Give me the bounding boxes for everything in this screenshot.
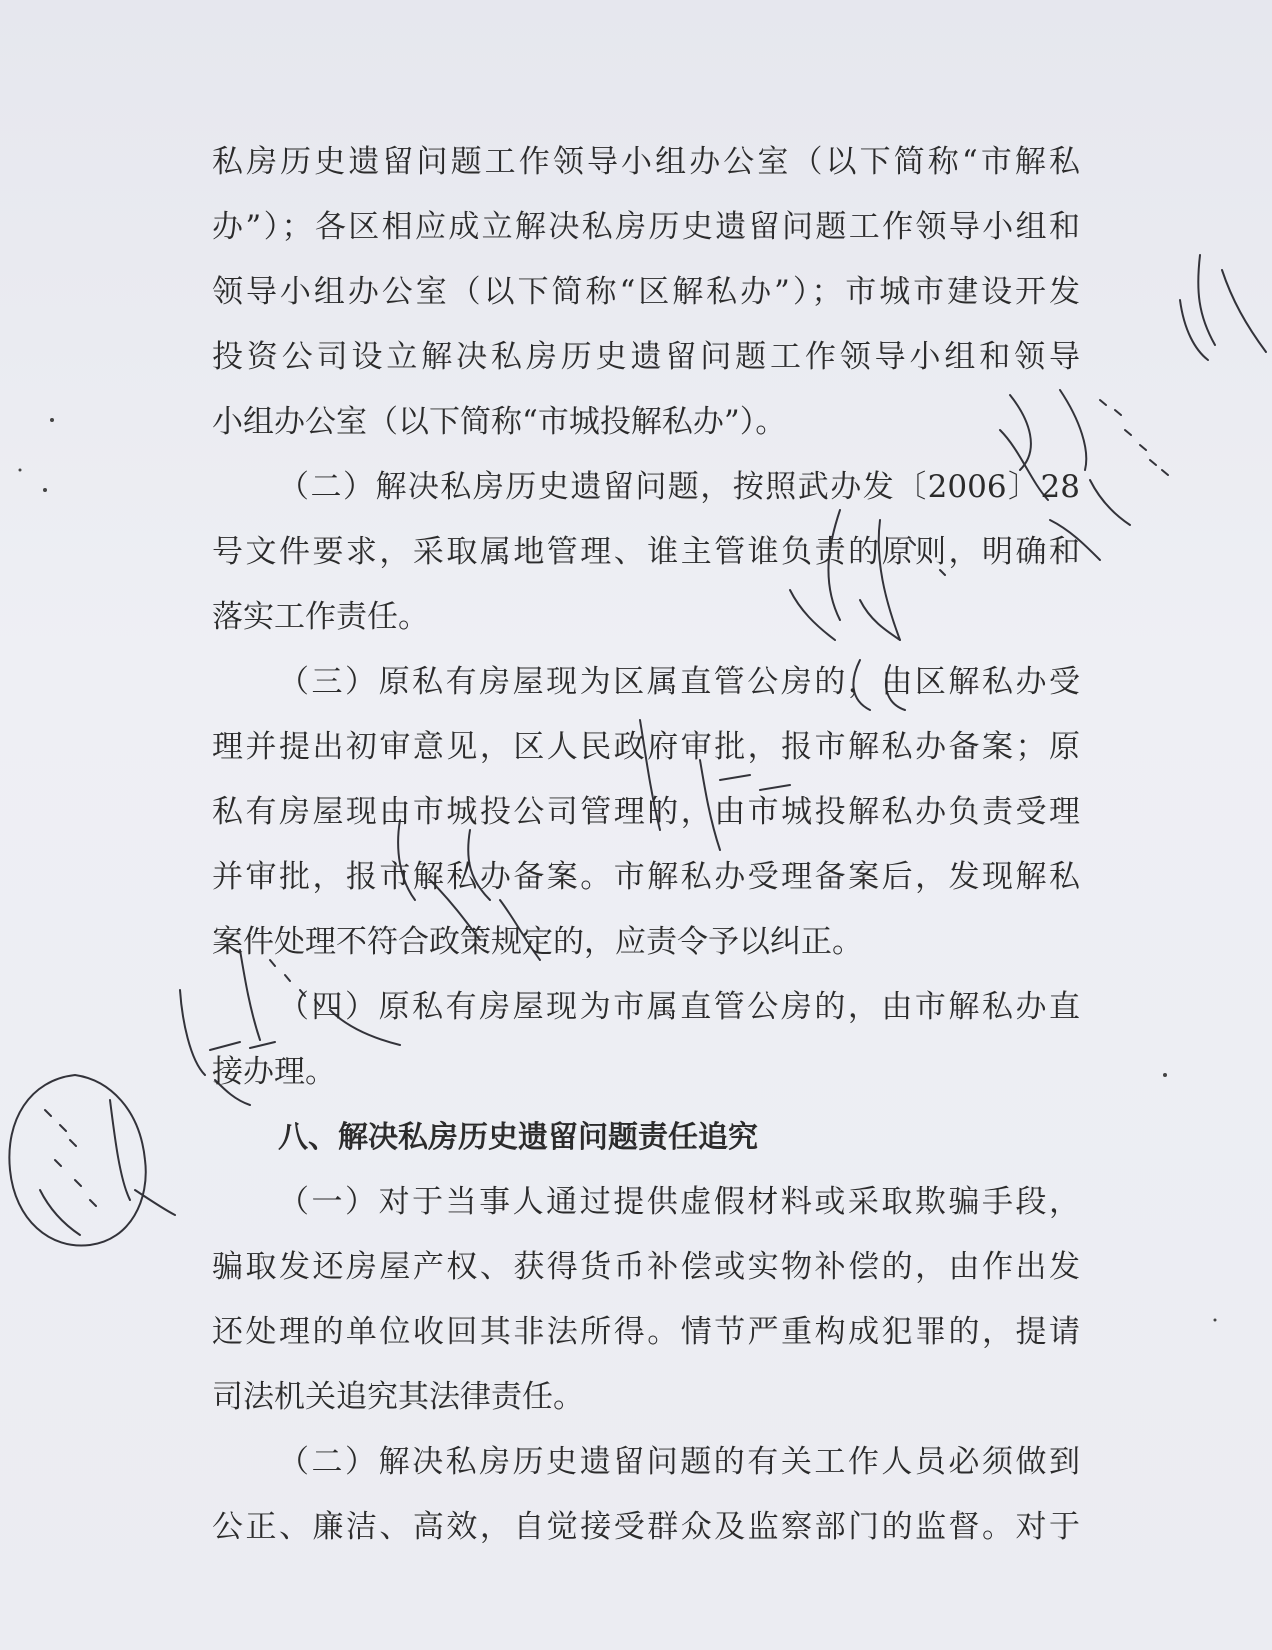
text-line: 投资公司设立解决私房历史遗留问题工作领导小组和领导 bbox=[212, 339, 1080, 375]
text-line: 司法机关追究其法律责任。 bbox=[212, 1379, 584, 1415]
text-line: 接办理。 bbox=[212, 1054, 336, 1090]
scan-speck bbox=[50, 418, 54, 422]
text-line: 案件处理不符合政策规定的，应责令予以纠正。 bbox=[212, 924, 863, 960]
paragraph-3-start: （三）原私有房屋现为区属直管公房的，由区解私办受 bbox=[278, 664, 1080, 700]
margin-scribble-left bbox=[9, 1075, 145, 1246]
text-line: 领导小组办公室（以下简称“区解私办”）；市城市建设开发 bbox=[212, 274, 1080, 310]
text-line: 并审批，报市解私办备案。市解私办受理备案后，发现解私 bbox=[212, 859, 1080, 895]
document-body bbox=[212, 130, 1080, 1560]
text-line: 号文件要求，采取属地管理、谁主管谁负责的原则，明确和 bbox=[212, 534, 1080, 570]
paragraph-4-start: （四）原私有房屋现为市属直管公房的，由市解私办直 bbox=[278, 989, 1080, 1025]
text-line: 理并提出初审意见，区人民政府审批，报市解私办备案；原 bbox=[212, 729, 1080, 765]
text-line: 公正、廉洁、高效，自觉接受群众及监察部门的监督。对于 bbox=[212, 1509, 1080, 1545]
section-8-paragraph-1-start: （一）对于当事人通过提供虚假材料或采取欺骗手段， bbox=[278, 1184, 1080, 1220]
paragraph-2-start: （二）解决私房历史遗留问题，按照武办发〔2006〕28 bbox=[278, 469, 1080, 505]
text-line: 还处理的单位收回其非法所得。情节严重构成犯罪的，提请 bbox=[212, 1314, 1080, 1350]
text-line: 办”）；各区相应成立解决私房历史遗留问题工作领导小组和 bbox=[212, 209, 1080, 245]
text-line: 小组办公室（以下简称“市城投解私办”）。 bbox=[212, 404, 787, 440]
section-8-paragraph-2-start: （二）解决私房历史遗留问题的有关工作人员必须做到 bbox=[278, 1444, 1080, 1480]
text-line: 落实工作责任。 bbox=[212, 599, 429, 635]
margin-scribble-top-right bbox=[1198, 255, 1266, 352]
text-line: 私有房屋现由市城投公司管理的，由市城投解私办负责受理 bbox=[212, 794, 1080, 830]
text-line: 骗取发还房屋产权、获得货币补偿或实物补偿的，由作出发 bbox=[212, 1249, 1080, 1285]
section-heading: 八、解决私房历史遗留问题责任追究 bbox=[278, 1120, 758, 1155]
text-line: 私房历史遗留问题工作领导小组办公室（以下简称“市解私 bbox=[212, 144, 1080, 180]
